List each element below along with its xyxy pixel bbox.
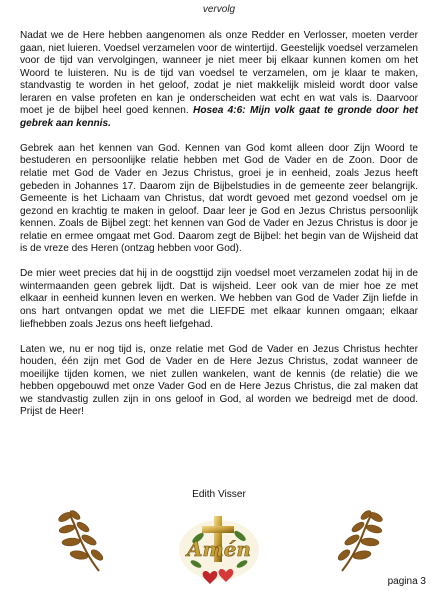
paragraph-4: Laten we, nu er nog tijd is, onze relatie met God de Vader en Jezus Christus hechter houden, één zijn met God de Vader en de Here Jezus Christus, zodat wanneer de moeilijke tijden komen, we niet zullen wankelen, want de kennis (de relatie) die we hebben opgebouwd met onze Vader God en de Here Jezus Christus, die zal maken dat we standvastig zullen zijn in ons geloof in God, al worden we bedreigd met de dood. Prijst de Heer! xyxy=(20,343,418,418)
paragraph-3: De mier weet precies dat hij in de oogsttijd zijn voedsel moet verzamelen zodat hij in de wintermaanden geen gebrek lijdt. Dat is wijsheid. Leer ook van de mier hoe ze met elkaar in eenheid kunnen leven en werken. We hebben van God de Vader Zijn liefde in ons hart ontvangen opdat we met die LIEFDE met elkaar kunnen omgaan; elkaar liefhebben zoals Jezus ons heeft liefgehad. xyxy=(20,268,418,330)
amen-text: Amén xyxy=(187,537,251,561)
laurel-branch-icon xyxy=(55,509,111,575)
author-signature: Edith Visser xyxy=(192,489,246,500)
page-header: vervolg xyxy=(202,4,236,15)
page-number: pagina 3 xyxy=(387,576,426,587)
paragraph-2: Gebrek aan het kennen van God. Kennen van God komt alleen door Zijn Woord te bestuderen en persoonlijke relatie hebben met God de Vader en de Zoon. Door de relatie met God de Vader en Jezus Christus, groei je in eenheid, zoals Jezus heeft gebeden in Johannes 17. Daarom zijn de Bijbelstudies in de gemeente zeer belangrijk. Gemeente is het Lichaam van Christus, dat wordt gevoed met gezond voedsel om je gezond en krachtig te maken in geloof. Daar leer je God en Jezus Christus persoonlijk kennen. Zoals de Bijbel zegt: het kennen van God de Vader en Jezus Christus is door je relatie en ermee omgaat met God. Daarom zegt de Bijbel: het begin van de Wijsheid dat is de vreze des Heren (ontzag hebben voor God). xyxy=(20,142,418,255)
laurel-branch-icon xyxy=(330,509,386,575)
amen-image xyxy=(176,508,262,590)
article-body xyxy=(20,30,418,432)
bible-quote: Hosea 4:6: Mijn volk gaat te gronde door het gebrek aan kennis. xyxy=(20,105,418,129)
paragraph-1 xyxy=(20,30,418,130)
paragraph-1-text: Nadat we de Here hebben aangenomen als onze Redder en Verlosser, moeten verder gaan, niet luieren. Voedsel verzamelen voor de wintertijd. Geestelijk voedsel verzamelen voor de tijd van vervolgingen, wanneer je niet meer bij elkaar kunnen komen om het Woord te luisteren. Nu is de tijd van voedsel te verzamelen, om je klaar te maken, standvastig te worden in het geloof, zodat je niet makkelijk misleid wordt door valse leraren en valse profeten en kan je onderscheiden wat echt en wat vals is. Daarvoor moet je de bijbel heel goed kennen. xyxy=(20,30,418,117)
